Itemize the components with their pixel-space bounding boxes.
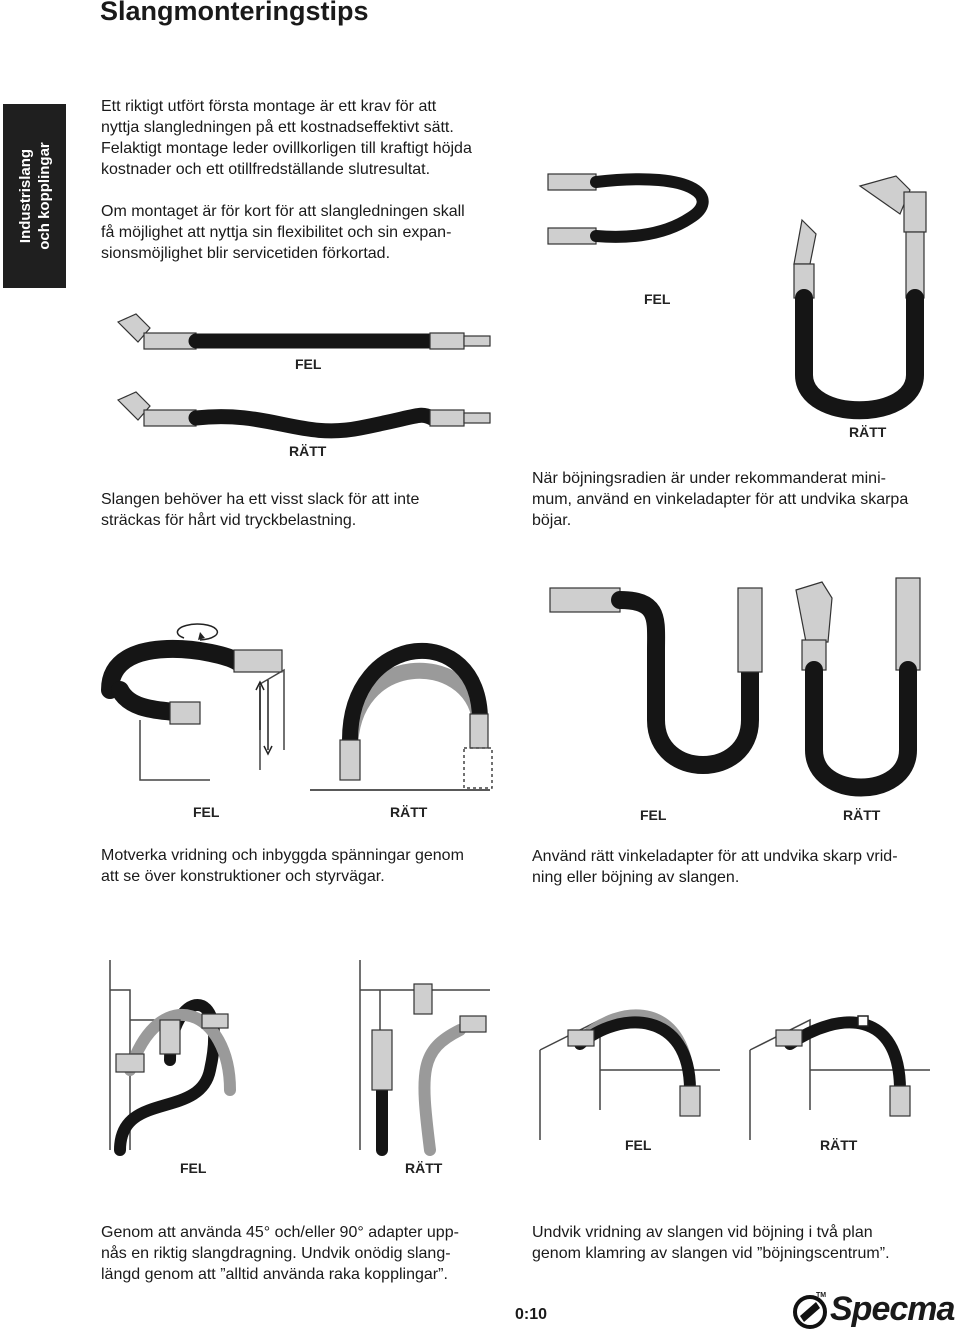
label-wrong: FEL [180, 1160, 207, 1176]
caption-bend-radius: När böjningsradien är under rekommanderat mini- mum, använd en vinkeladapter för att undvika skarpa böjar. [532, 470, 909, 529]
label-wrong: FEL [644, 291, 671, 307]
hose-clamping-illustration [540, 980, 950, 1165]
intro-paragraph-2: Om montaget är för kort för att slangledningen skall få möjlighet att nyttja sin flexibilitet och sin expan- sionsmöjlighet blir servicetiden förkortad. [101, 203, 465, 262]
label-right: RÄTT [849, 424, 887, 440]
brand-logo [792, 1292, 960, 1332]
label-wrong: FEL [625, 1137, 652, 1153]
caption-slack: Slangen behöver ha ett visst slack för att inte sträckas för hårt vid tryckbelastning. [101, 491, 420, 529]
figure-adapters [100, 950, 510, 1185]
brand-name: Specma [830, 1290, 955, 1328]
figure-clamping [540, 980, 950, 1165]
specma-logo-icon [792, 1294, 828, 1330]
label-right: RÄTT [289, 443, 327, 459]
label-right: RÄTT [820, 1137, 858, 1153]
section-tab-line1: Industrislang [16, 148, 34, 244]
page-number: 0:10 [515, 1306, 548, 1323]
section-tab-line2: och kopplingar [35, 142, 53, 250]
hose-bend-illustration [540, 160, 950, 450]
label-right: RÄTT [843, 807, 881, 823]
label-wrong: FEL [640, 807, 667, 823]
hose-routing-illustration [100, 950, 510, 1185]
page-title: Slangmonteringstips [100, 0, 369, 26]
section-tab [3, 104, 66, 288]
hose-twist-illustration [100, 610, 510, 830]
caption-clamping: Undvik vridning av slangen vid böjning i två plan genom klamring av slangen vid ”böjningscentrum”. [532, 1224, 890, 1262]
caption-twisting: Motverka vridning och inbyggda spänningar genom att se över konstruktioner och styrvägar. [101, 847, 464, 885]
label-wrong: FEL [295, 356, 322, 372]
caption-angle-adapter: Använd rätt vinkeladapter för att undvika skarp vrid- ning eller böjning av slangen. [532, 848, 898, 886]
hose-angle-adapter-illustration [540, 560, 950, 830]
figure-bend-radius [540, 160, 950, 450]
intro-paragraph-1: Ett riktigt utfört första montage är ett krav för att nyttja slangledningen på ett kostnadseffektivt sätt. Felaktigt montage leder ovillkorligen till kraftigt höjda kostnader och ett otillfredställande slutresultat. [101, 98, 472, 178]
brand-tm: TM [816, 1292, 827, 1299]
figure-angle-adapter [540, 560, 950, 830]
figure-twisting [100, 610, 510, 830]
label-wrong: FEL [193, 804, 220, 820]
label-right: RÄTT [390, 804, 428, 820]
label-right: RÄTT [405, 1160, 443, 1176]
caption-adapters: Genom att använda 45° och/eller 90° adapter upp- nås en riktig slangdragning. Undvik onödig slang- längd genom att ”alltid använda raka kopplingar”. [101, 1224, 459, 1283]
figure-slack [100, 300, 510, 470]
